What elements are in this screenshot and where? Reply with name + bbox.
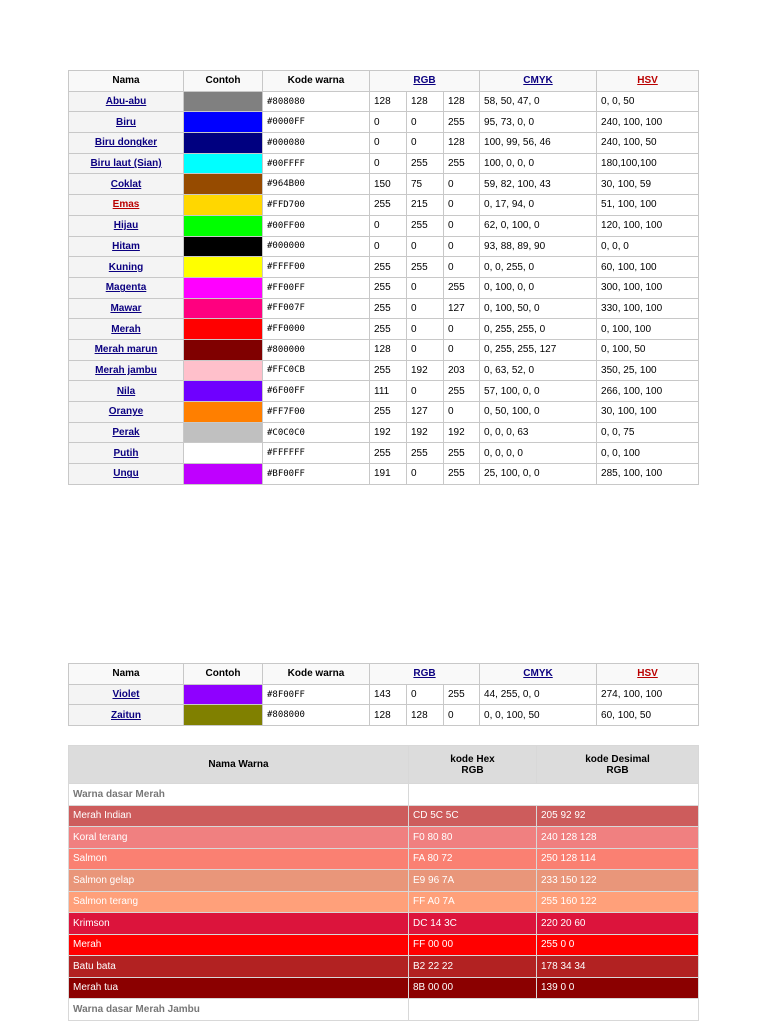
- rgb-b: 128: [444, 91, 480, 112]
- table-row: [69, 422, 699, 443]
- rgb-g: 255: [407, 215, 444, 236]
- rgb-r: 255: [370, 257, 407, 278]
- color-name-cell: [69, 236, 184, 257]
- hex-code: #FFFF00: [263, 257, 370, 278]
- hex-code: #000000: [263, 236, 370, 257]
- red-dec-cell: 139 0 0: [537, 977, 699, 999]
- table-row: [69, 934, 699, 956]
- header-cmyk[interactable]: [480, 664, 597, 685]
- hsv-value: 0, 0, 50: [597, 91, 699, 112]
- hsv-value: 240, 100, 100: [597, 112, 699, 133]
- color-name-link[interactable]: Zaitun: [111, 709, 141, 721]
- header-row: [69, 71, 699, 92]
- hex-code: #000080: [263, 133, 370, 154]
- color-table-body: [69, 91, 699, 484]
- cmyk-value: 59, 82, 100, 43: [480, 174, 597, 195]
- hsv-value: 30, 100, 100: [597, 402, 699, 423]
- rgb-b: 0: [444, 319, 480, 340]
- header-rgb[interactable]: [370, 71, 480, 92]
- hsv-value: 0, 100, 50: [597, 339, 699, 360]
- cmyk-value: 44, 255, 0, 0: [480, 684, 597, 705]
- table-row: [69, 402, 699, 423]
- red-hex-cell: DC 14 3C: [409, 913, 537, 935]
- color-name-link[interactable]: Biru laut (Sian): [90, 158, 162, 170]
- header-decimal: [537, 746, 699, 784]
- hsv-value: 0, 0, 0: [597, 236, 699, 257]
- table-row: [69, 298, 699, 319]
- rgb-r: 255: [370, 277, 407, 298]
- color-swatch: [184, 684, 263, 705]
- rgb-b: 255: [444, 153, 480, 174]
- color-name-link[interactable]: Emas: [112, 199, 140, 211]
- rgb-b: 127: [444, 298, 480, 319]
- header-name: Nama: [69, 664, 184, 685]
- hex-code: #964B00: [263, 174, 370, 195]
- rgb-r: 255: [370, 298, 407, 319]
- rgb-g: 255: [407, 153, 444, 174]
- red-hex-cell: FF A0 7A: [409, 891, 537, 913]
- color-name-cell: [69, 705, 184, 726]
- color-name-cell: [69, 257, 184, 278]
- color-name-link[interactable]: Kuning: [108, 261, 144, 273]
- color-name-cell: [69, 684, 184, 705]
- rgb-b: 0: [444, 705, 480, 726]
- rgb-r: 150: [370, 174, 407, 195]
- red-hex-cell: 8B 00 00: [409, 977, 537, 999]
- color-swatch: [184, 402, 263, 423]
- hex-code: #808000: [263, 705, 370, 726]
- rgb-r: 255: [370, 360, 407, 381]
- cmyk-link[interactable]: CMYK: [523, 668, 553, 680]
- color-swatch: [184, 443, 263, 464]
- color-name-link[interactable]: Merah jambu: [95, 364, 157, 376]
- rgb-b: 0: [444, 236, 480, 257]
- table-row: [69, 684, 699, 705]
- color-swatch: [184, 236, 263, 257]
- rgb-r: 0: [370, 112, 407, 133]
- rgb-r: 128: [370, 91, 407, 112]
- hsv-value: 30, 100, 59: [597, 174, 699, 195]
- rgb-b: 128: [444, 133, 480, 154]
- color-swatch: [184, 277, 263, 298]
- rgb-r: 0: [370, 153, 407, 174]
- color-name-cell: [69, 381, 184, 402]
- color-name-cell: [69, 402, 184, 423]
- rgb-b: 255: [444, 112, 480, 133]
- rgb-g: 215: [407, 195, 444, 216]
- color-name-cell: [69, 443, 184, 464]
- table-row: [69, 913, 699, 935]
- rgb-g: 255: [407, 257, 444, 278]
- color-name-link[interactable]: Putih: [113, 447, 139, 459]
- hex-code: #C0C0C0: [263, 422, 370, 443]
- rgb-r: 191: [370, 464, 407, 485]
- red-name-cell: Salmon gelap: [69, 870, 409, 892]
- color-swatch: [184, 174, 263, 195]
- rgb-r: 192: [370, 422, 407, 443]
- hex-code: #800000: [263, 339, 370, 360]
- hex-code: #00FFFF: [263, 153, 370, 174]
- color-name-cell: [69, 360, 184, 381]
- red-dec-cell: 233 150 122: [537, 870, 699, 892]
- color-name-cell: [69, 195, 184, 216]
- header-color-name: Nama Warna: [69, 746, 409, 784]
- hsv-value: 274, 100, 100: [597, 684, 699, 705]
- color-name-link[interactable]: Ungu: [113, 468, 139, 480]
- table-row: [69, 381, 699, 402]
- rgb-b: 0: [444, 257, 480, 278]
- group-filler: [409, 784, 699, 806]
- color-name-cell: [69, 319, 184, 340]
- rgb-g: 255: [407, 443, 444, 464]
- hsv-value: 300, 100, 100: [597, 277, 699, 298]
- rgb-r: 111: [370, 381, 407, 402]
- hsv-value: 0, 0, 75: [597, 422, 699, 443]
- table-row: [69, 891, 699, 913]
- cmyk-value: 25, 100, 0, 0: [480, 464, 597, 485]
- table-row: [69, 443, 699, 464]
- group-row: [69, 784, 699, 806]
- color-swatch: [184, 133, 263, 154]
- table-row: [69, 236, 699, 257]
- table-row: [69, 956, 699, 978]
- color-name-link[interactable]: Nila: [116, 385, 136, 397]
- color-name-cell: [69, 215, 184, 236]
- rgb-g: 0: [407, 319, 444, 340]
- group-filler: [409, 999, 699, 1021]
- rgb-g: 128: [407, 705, 444, 726]
- header-code: Kode warna: [263, 71, 370, 92]
- hsv-link[interactable]: HSV: [637, 75, 658, 87]
- hex-code: #FFD700: [263, 195, 370, 216]
- rgb-b: 255: [444, 381, 480, 402]
- table-row: [69, 705, 699, 726]
- rgb-g: 0: [407, 684, 444, 705]
- hsv-value: 330, 100, 100: [597, 298, 699, 319]
- hex-code: #FF00FF: [263, 277, 370, 298]
- color-name-cell: [69, 91, 184, 112]
- table-row: [69, 848, 699, 870]
- rgb-b: 0: [444, 174, 480, 195]
- cmyk-value: 93, 88, 89, 90: [480, 236, 597, 257]
- cmyk-value: 100, 99, 56, 46: [480, 133, 597, 154]
- color-name-cell: [69, 277, 184, 298]
- hex-code: #FFFFFF: [263, 443, 370, 464]
- red-name-cell: Merah: [69, 934, 409, 956]
- rgb-g: 192: [407, 422, 444, 443]
- red-dec-cell: 250 128 114: [537, 848, 699, 870]
- rgb-r: 255: [370, 195, 407, 216]
- color-name-link[interactable]: Biru: [116, 116, 136, 128]
- red-name-cell: Merah Indian: [69, 805, 409, 827]
- color-name-cell: [69, 174, 184, 195]
- cmyk-value: 0, 0, 0, 0: [480, 443, 597, 464]
- color-swatch: [184, 360, 263, 381]
- cmyk-value: 57, 100, 0, 0: [480, 381, 597, 402]
- table-row: [69, 977, 699, 999]
- hsv-value: 285, 100, 100: [597, 464, 699, 485]
- color-name-cell: [69, 153, 184, 174]
- rgb-b: 0: [444, 195, 480, 216]
- cmyk-value: 0, 17, 94, 0: [480, 195, 597, 216]
- red-hex-cell: FA 80 72: [409, 848, 537, 870]
- rgb-g: 128: [407, 91, 444, 112]
- red-name-cell: Koral terang: [69, 827, 409, 849]
- rgb-g: 0: [407, 339, 444, 360]
- rgb-b: 255: [444, 443, 480, 464]
- rgb-link[interactable]: RGB: [413, 668, 436, 680]
- cmyk-link[interactable]: CMYK: [523, 75, 553, 87]
- cmyk-value: 0, 0, 0, 63: [480, 422, 597, 443]
- cmyk-value: 0, 100, 50, 0: [480, 298, 597, 319]
- cmyk-value: 0, 0, 100, 50: [480, 705, 597, 726]
- hex-code: #808080: [263, 91, 370, 112]
- rgb-r: 128: [370, 705, 407, 726]
- rgb-r: 255: [370, 319, 407, 340]
- color-name-link[interactable]: Violet: [112, 689, 140, 701]
- table-row: [69, 133, 699, 154]
- color-name-cell: [69, 112, 184, 133]
- color-table-2: [68, 663, 699, 726]
- cmyk-value: 0, 63, 52, 0: [480, 360, 597, 381]
- color-name-cell: [69, 422, 184, 443]
- rgb-b: 0: [444, 339, 480, 360]
- rgb-g: 0: [407, 381, 444, 402]
- header-hsv[interactable]: [597, 71, 699, 92]
- cmyk-value: 0, 255, 255, 0: [480, 319, 597, 340]
- color-name-link[interactable]: Merah: [111, 323, 141, 335]
- rgb-r: 0: [370, 133, 407, 154]
- color-swatch: [184, 705, 263, 726]
- red-name-cell: Salmon: [69, 848, 409, 870]
- color-swatch: [184, 153, 263, 174]
- rgb-b: 255: [444, 277, 480, 298]
- color-name-link[interactable]: Hitam: [112, 240, 140, 252]
- header-hsv[interactable]: [597, 664, 699, 685]
- color-swatch: [184, 298, 263, 319]
- color-swatch: [184, 464, 263, 485]
- cmyk-value: 0, 100, 0, 0: [480, 277, 597, 298]
- red-table-header: [69, 746, 699, 784]
- rgb-b: 192: [444, 422, 480, 443]
- red-hex-cell: F0 80 80: [409, 827, 537, 849]
- red-table-body: [69, 784, 699, 1021]
- hsv-value: 51, 100, 100: [597, 195, 699, 216]
- table-row: [69, 360, 699, 381]
- table-row: [69, 215, 699, 236]
- color-name-link[interactable]: Magenta: [105, 282, 147, 294]
- color-swatch: [184, 381, 263, 402]
- rgb-b: 0: [444, 402, 480, 423]
- hsv-value: 266, 100, 100: [597, 381, 699, 402]
- hex-code: #0000FF: [263, 112, 370, 133]
- table-row: [69, 112, 699, 133]
- red-shades-table: [68, 745, 699, 1021]
- hex-code: #FFC0CB: [263, 360, 370, 381]
- hex-code: #FF0000: [263, 319, 370, 340]
- header-hex-line1: kode Hex: [450, 753, 495, 765]
- cmyk-value: 62, 0, 100, 0: [480, 215, 597, 236]
- color-name-cell: [69, 298, 184, 319]
- header-hex-line2: RGB: [461, 764, 484, 776]
- rgb-g: 0: [407, 112, 444, 133]
- table-row: [69, 319, 699, 340]
- rgb-r: 255: [370, 443, 407, 464]
- hsv-value: 60, 100, 100: [597, 257, 699, 278]
- rgb-r: 0: [370, 236, 407, 257]
- rgb-g: 0: [407, 236, 444, 257]
- rgb-r: 128: [370, 339, 407, 360]
- red-hex-cell: E9 96 7A: [409, 870, 537, 892]
- rgb-g: 127: [407, 402, 444, 423]
- color-name-link[interactable]: Oranye: [108, 406, 144, 418]
- rgb-g: 0: [407, 464, 444, 485]
- color-name-cell: [69, 339, 184, 360]
- red-dec-cell: 255 0 0: [537, 934, 699, 956]
- table-row: [69, 464, 699, 485]
- hex-code: #8F00FF: [263, 684, 370, 705]
- color-swatch: [184, 195, 263, 216]
- table-row: [69, 339, 699, 360]
- header-sample: Contoh: [184, 71, 263, 92]
- header-dec-line2: RGB: [606, 764, 629, 776]
- hex-code: #BF00FF: [263, 464, 370, 485]
- color-name-link[interactable]: Mawar: [110, 302, 142, 314]
- hsv-value: 120, 100, 100: [597, 215, 699, 236]
- table-row: [69, 870, 699, 892]
- color-name-link[interactable]: Abu-abu: [105, 96, 147, 108]
- color-name-link[interactable]: Perak: [112, 427, 140, 439]
- red-name-cell: Merah tua: [69, 977, 409, 999]
- color-name-link[interactable]: Coklat: [110, 178, 142, 190]
- color-name-link[interactable]: Merah marun: [94, 344, 158, 356]
- color-swatch: [184, 319, 263, 340]
- table-row: [69, 174, 699, 195]
- hsv-value: 240, 100, 50: [597, 133, 699, 154]
- rgb-g: 75: [407, 174, 444, 195]
- rgb-b: 255: [444, 464, 480, 485]
- color-name-cell: [69, 133, 184, 154]
- red-dec-cell: 205 92 92: [537, 805, 699, 827]
- red-hex-cell: FF 00 00: [409, 934, 537, 956]
- color-name-link[interactable]: Biru dongker: [94, 137, 158, 149]
- red-name-cell: Batu bata: [69, 956, 409, 978]
- rgb-r: 143: [370, 684, 407, 705]
- table-row: [69, 153, 699, 174]
- group-label-red: Warna dasar Merah: [69, 784, 409, 806]
- red-dec-cell: 220 20 60: [537, 913, 699, 935]
- header-code: Kode warna: [263, 664, 370, 685]
- rgb-g: 0: [407, 277, 444, 298]
- red-name-cell: Krimson: [69, 913, 409, 935]
- hsv-value: 0, 100, 100: [597, 319, 699, 340]
- cmyk-value: 95, 73, 0, 0: [480, 112, 597, 133]
- hsv-value: 60, 100, 50: [597, 705, 699, 726]
- header-cmyk[interactable]: [480, 71, 597, 92]
- rgb-b: 255: [444, 684, 480, 705]
- red-hex-cell: CD 5C 5C: [409, 805, 537, 827]
- table-row: [69, 277, 699, 298]
- rgb-g: 0: [407, 133, 444, 154]
- rgb-b: 0: [444, 215, 480, 236]
- hsv-value: 350, 25, 100: [597, 360, 699, 381]
- hsv-value: 180,100,100: [597, 153, 699, 174]
- hsv-link[interactable]: HSV: [637, 668, 658, 680]
- red-dec-cell: 178 34 34: [537, 956, 699, 978]
- hex-code: #FF7F00: [263, 402, 370, 423]
- color-table: [68, 70, 699, 485]
- cmyk-value: 58, 50, 47, 0: [480, 91, 597, 112]
- color-swatch: [184, 339, 263, 360]
- cmyk-value: 0, 0, 255, 0: [480, 257, 597, 278]
- header-dec-line1: kode Desimal: [585, 753, 650, 765]
- color-table-2-body: [69, 684, 699, 725]
- hex-code: #6F00FF: [263, 381, 370, 402]
- group-label-pink: Warna dasar Merah Jambu: [69, 999, 409, 1021]
- table-row: [69, 195, 699, 216]
- rgb-g: 0: [407, 298, 444, 319]
- color-swatch: [184, 422, 263, 443]
- rgb-link[interactable]: RGB: [413, 75, 436, 87]
- color-name-link[interactable]: Hijau: [113, 220, 139, 232]
- red-dec-cell: 240 128 128: [537, 827, 699, 849]
- cmyk-value: 100, 0, 0, 0: [480, 153, 597, 174]
- red-hex-cell: B2 22 22: [409, 956, 537, 978]
- header-row: [69, 664, 699, 685]
- red-dec-cell: 255 160 122: [537, 891, 699, 913]
- header-name: Nama: [69, 71, 184, 92]
- red-name-cell: Salmon terang: [69, 891, 409, 913]
- hex-code: #FF007F: [263, 298, 370, 319]
- table-row: [69, 805, 699, 827]
- header-hex: [409, 746, 537, 784]
- rgb-g: 192: [407, 360, 444, 381]
- color-swatch: [184, 91, 263, 112]
- hex-code: #00FF00: [263, 215, 370, 236]
- cmyk-value: 0, 255, 255, 127: [480, 339, 597, 360]
- color-swatch: [184, 257, 263, 278]
- rgb-r: 0: [370, 215, 407, 236]
- hsv-value: 0, 0, 100: [597, 443, 699, 464]
- group-row: [69, 999, 699, 1021]
- color-swatch: [184, 215, 263, 236]
- color-swatch: [184, 112, 263, 133]
- cmyk-value: 0, 50, 100, 0: [480, 402, 597, 423]
- color-name-cell: [69, 464, 184, 485]
- table-row: [69, 257, 699, 278]
- table-row: [69, 91, 699, 112]
- header-rgb[interactable]: [370, 664, 480, 685]
- rgb-b: 203: [444, 360, 480, 381]
- table-row: [69, 827, 699, 849]
- rgb-r: 255: [370, 402, 407, 423]
- header-sample: Contoh: [184, 664, 263, 685]
